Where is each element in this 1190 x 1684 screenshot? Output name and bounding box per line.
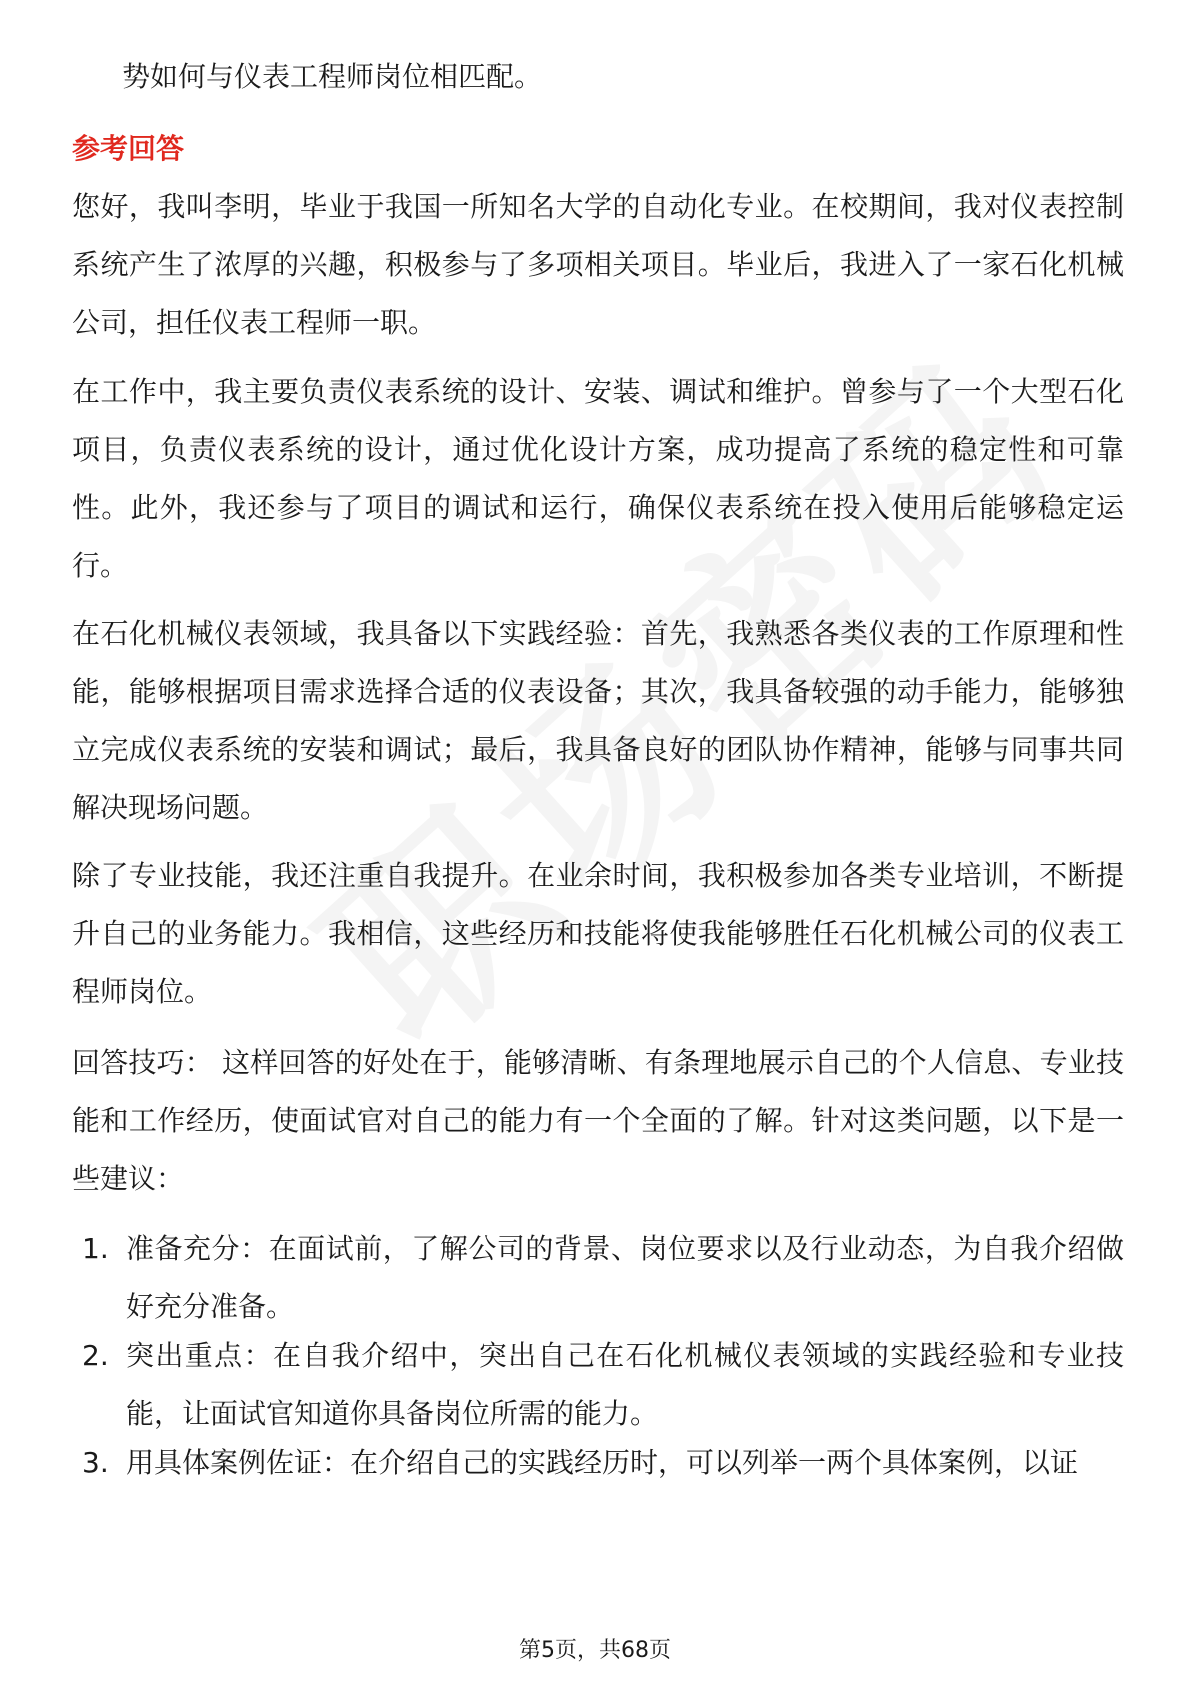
list-text: 准备充分：在面试前，了解公司的背景、岗位要求以及行业动态，为自我介绍做好充分准备。 [126, 1232, 1124, 1323]
list-number: 3. [82, 1446, 109, 1479]
list-number: 1. [82, 1232, 109, 1265]
paragraph-experience: 在石化机械仪表领域，我具备以下实践经验：首先，我熟悉各类仪表的工作原理和性能，能够根据项目需求选择合适的仪表设备；其次，我具备较强的动手能力，能够独立完成仪表系统的安装和调试；最后，我具备良好的团队协作精神，能够与同事共同解决现场问题。 [72, 617, 1124, 824]
list-item [82, 1220, 1124, 1336]
section-heading: 参考回答 [72, 132, 185, 165]
list-item [82, 1327, 1124, 1443]
list-text: 用具体案例佐证：在介绍自己的实践经历时，可以列举一两个具体案例，以证 [126, 1446, 1079, 1479]
list-text: 突出重点：在自我介绍中，突出自己在石化机械仪表领域的实践经验和专业技能，让面试官知道你具备岗位所需的能力。 [126, 1339, 1124, 1430]
paragraph-tips: 回答技巧： 这样回答的好处在于，能够清晰、有条理地展示自己的个人信息、专业技能和工作经历，使面试官对自己的能力有一个全面的了解。针对这类问题，以下是一些建议： [72, 1046, 1124, 1195]
page-footer: 第5页，共68页 [519, 1638, 671, 1663]
paragraph-growth: 除了专业技能，我还注重自我提升。在业余时间，我积极参加各类专业培训，不断提升自己的业务能力。我相信，这些经历和技能将使我能够胜任石化机械公司的仪表工程师岗位。 [72, 859, 1124, 1008]
paragraph-intro: 您好，我叫李明，毕业于我国一所知名大学的自动化专业。在校期间，我对仪表控制系统产生了浓厚的兴趣，积极参与了多项相关项目。毕业后，我进入了一家石化机械公司，担任仪表工程师一职。 [72, 190, 1124, 339]
paragraph-work: 在工作中，我主要负责仪表系统的设计、安装、调试和维护。曾参与了一个大型石化项目，负责仪表系统的设计，通过优化设计方案，成功提高了系统的稳定性和可靠性。此外，我还参与了项目的调试和运行，确保仪表系统在投入使用后能够稳定运行。 [72, 375, 1124, 582]
list-item [82, 1434, 1124, 1492]
continuation-text: 势如何与仪表工程师岗位相匹配。 [122, 60, 543, 93]
list-number: 2. [82, 1339, 109, 1372]
